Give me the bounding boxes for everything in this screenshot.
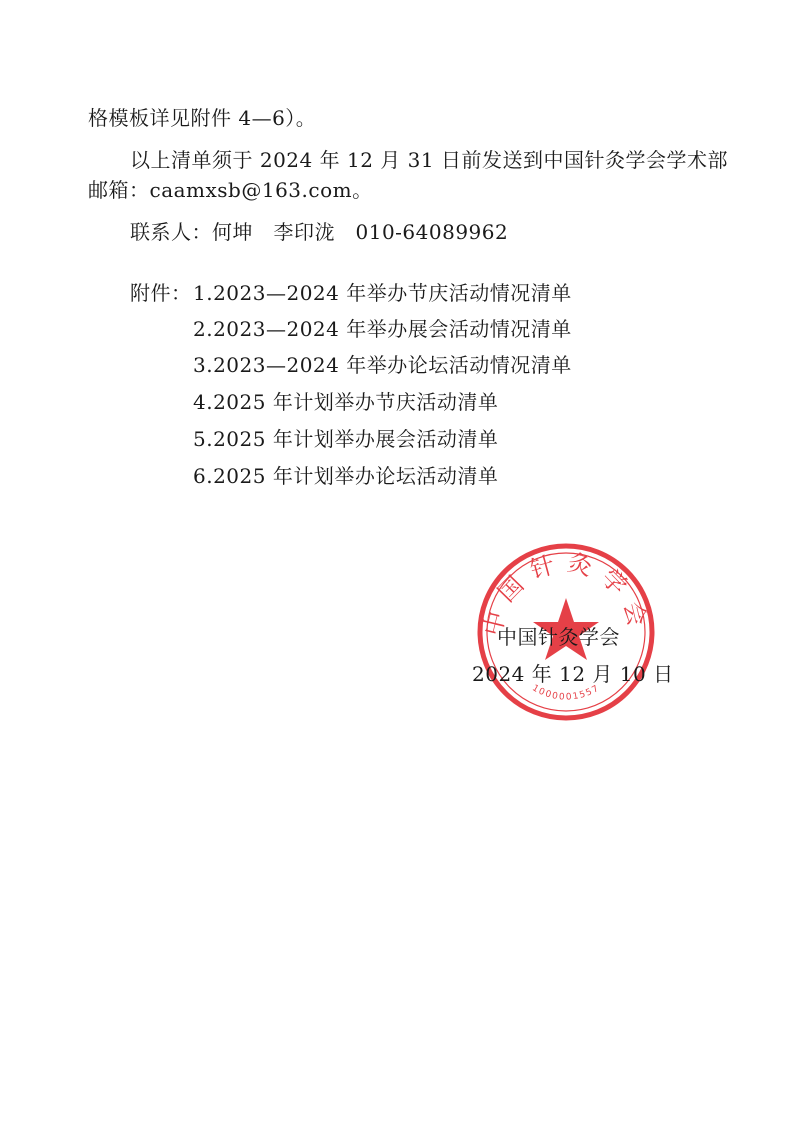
seal-text-path: 中国针灸学会 — [478, 548, 654, 639]
body-line-1: 格模板详见附件 4—6）。 — [88, 106, 317, 130]
signature-date: 2024 年 12 月 10 日 — [472, 662, 674, 686]
attachment-item: 5.2025 年计划举办展会活动清单 — [193, 427, 499, 451]
attachment-item: 2.2023—2024 年举办展会活动情况清单 — [193, 317, 572, 341]
signature-org: 中国针灸学会 — [497, 625, 620, 649]
body-line-3: 邮箱：caamxsb@163.com。 — [88, 178, 373, 202]
seal-number-path: 1000001557 — [530, 683, 602, 703]
attachment-item: 3.2023—2024 年举办论坛活动情况清单 — [193, 353, 572, 377]
attachment-item: 1.2023—2024 年举办节庆活动情况清单 — [193, 281, 572, 305]
attachment-item: 6.2025 年计划举办论坛活动清单 — [193, 464, 499, 488]
attachment-item: 4.2025 年计划举办节庆活动清单 — [193, 390, 499, 414]
attachments-label: 附件： — [130, 281, 192, 305]
body-line-2: 以上清单须于 2024 年 12 月 31 日前发送到中国针灸学会学术部 — [130, 148, 728, 172]
contact-line: 联系人：何坤 李印泷 010-64089962 — [130, 220, 509, 244]
